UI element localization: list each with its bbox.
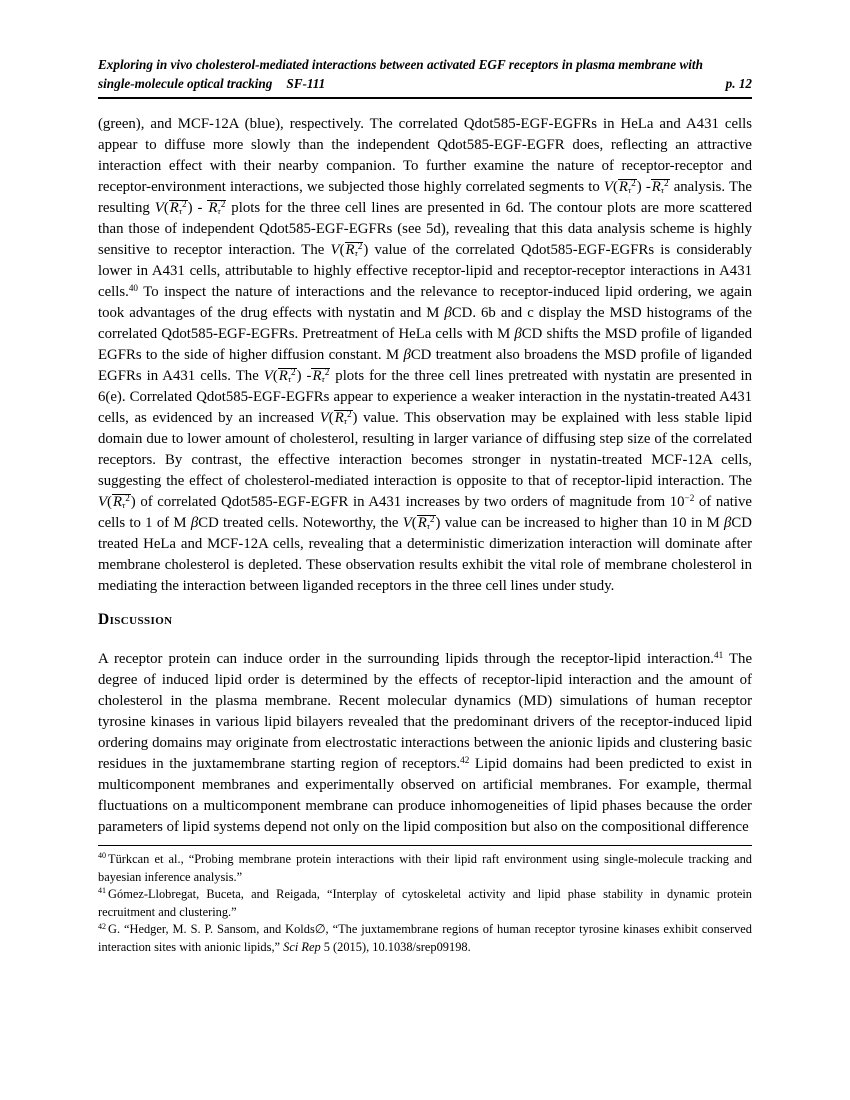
math-variance-expression: $V(R_\tau^2)$ bbox=[154, 198, 193, 217]
header-title-line-2-text: single-molecule optical tracking bbox=[98, 75, 273, 91]
paragraph-correlated-analysis: (green), and MCF-12A (blue), respectively. The correlated Qdot585-EGF-EGFRs in HeLa and A431 cells appear to diffuse more slowly than the independent Qdot585-EGF-EGFR does, reflecting an attractive interaction effect with their nearby companion. To further examine the nature of receptor-receptor and receptor-environment interactions, we subjected those highly correlated segments to $V(R_\tau^2)$ $-R_\tau^2$ analysis. The resulting $V(R_\tau^2) - R_\tau^2$ plots for the three cell lines are presented in 6d. The contour plots are more scattered than those of independent Qdot585-EGF-EGFRs (see 5d), revealing that this data analysis scheme is highly sensitive to receptor interaction. The $V(R_\tau^2)$ value of the correlated Qdot585-EGF-EGFRs is considerably lower in A431 cells, attributable to highly effective receptor-lipid and receptor-receptor interactions in A431 cells.$^{40}$ To inspect the nature of interactions and the relevance to receptor-induced lipid ordering, we again took advantages of the drug effects with nystatin and M βCD. 6b and c display the MSD histograms of the correlated Qdot585-EGF-EGFRs. Pretreatment of HeLa cells with M βCD shifts the MSD profile of liganded EGFRs to the side of higher diffusion constant. M βCD treatment also broadens the MSD profile of liganded EGFRs in A431 cells. The $V(R_\tau^2)$ $-R_\tau^2$ plots for the three cell lines pretreated with nystatin are presented in 6(e). Correlated Qdot585-EGF-EGFRs appear to experience a weaker interaction in the nystatin-treated A431 cells, as evidenced by an increased $V(R_\tau^2)$ value. This observation may be explained with less stable lipid domain due to lower amount of cholesterol, resulting in larger variance of diffusing step size of the correlated receptors. By contrast, the effective interaction becomes stronger in nystatin-treated MCF-12A cells, suggesting the effect of cholesterol-mediated interaction is opposite to that of receptor-lipid interaction. The $V(R_\tau^2)$ of correlated Qdot585-EGF-EGFR in A431 increases by two orders of magnitude from $10^{-2}$ of native cells to 1 of M βCD treated cells. Noteworthy, the $V(R_\tau^2)$ value can be increased to higher than 10 in M βCD treated HeLa and MCF-12A cells, revealing that a deterministic dimerization interaction will dominate after membrane cholesterol is depleted. These observation results exhibit the vital role of membrane cholesterol in mediating the interaction between liganded receptors in the three cell lines under study. bbox=[98, 116, 752, 594]
footnote-text: G. “Hedger, M. S. P. Sansom, and Kolds∅, “The juxtamembrane regions of human receptor tyrosine kinases exhibit conserved interaction sites with anionic lipids,” Sci Rep 5 (2015), 10.1038/srep09198. bbox=[98, 922, 752, 954]
footnotes bbox=[98, 851, 752, 957]
footnote-40 bbox=[98, 851, 752, 886]
footnote-marker: 40 bbox=[98, 851, 107, 861]
math-variance-expression: $V(R_\tau^2)$ bbox=[319, 408, 358, 427]
page-number: p. 12 bbox=[725, 75, 752, 91]
footnote-text: Gómez-Llobregat, Buceta, and Reigada, “Interplay of cytoskeletal activity and lipid phase stability in dynamic protein recruitment and clustering.” bbox=[98, 887, 752, 919]
footnote-42 bbox=[98, 921, 752, 956]
math-variance-expression: $V(R_\tau^2)$ bbox=[330, 240, 369, 259]
header-title-line-1: Exploring in vivo cholesterol-mediated interactions between activated EGF receptors in plasma membrane with bbox=[98, 57, 703, 72]
header-rule bbox=[98, 97, 752, 99]
body-text bbox=[98, 114, 752, 838]
section-heading-discussion: Discussion bbox=[98, 611, 173, 628]
header-title-line-2 bbox=[98, 75, 752, 94]
report-code: SF-111 bbox=[286, 75, 326, 91]
footnote-separator-rule bbox=[98, 845, 752, 846]
math-msd-expression: $R_\tau^2$ bbox=[208, 198, 226, 217]
running-header bbox=[98, 0, 752, 93]
math-msd-expression: $R_\tau^2$ bbox=[312, 366, 330, 385]
footnote-41 bbox=[98, 886, 752, 921]
math-variance-expression: $V(R_\tau^2)$ bbox=[98, 492, 136, 511]
math-variance-expression: $V(R_\tau^2)$ bbox=[263, 366, 302, 385]
paragraph-receptor-lipid: A receptor protein can induce order in the surrounding lipids through the receptor-lipid interaction.$^{41}$ The degree of induced lipid order is determined by the effects of receptor-lipid interaction and the amount of cholesterol in the plasma membrane. Recent molecular dynamics (MD) simulations of human receptor tyrosine kinases in various lipid bilayers revealed that the predominant drivers of the receptor-induced lipid ordering domains may originate from electrostatic interactions between the anionic lipids and clustering basic residues in the juxtamembrane starting region of receptors.$^{42}$ Lipid domains had been predicted to exist in multicomponent membranes and experimentally observed on artificial membranes. For example, thermal fluctuations on a multicomponent membrane can produce inhomogeneities of lipid phases because the order parameters of lipid systems depend not only on the lipid composition but also on the compositional difference bbox=[98, 649, 753, 835]
math-msd-expression: $R_\tau^2$ bbox=[651, 177, 669, 196]
footnote-marker: 41 bbox=[98, 886, 107, 896]
footnote-text: Türkcan et al., “Probing membrane protein interactions with their lipid raft environment using single-molecule tracking and bayesian inference analysis.” bbox=[98, 852, 752, 884]
page-content bbox=[98, 0, 752, 957]
footnote-marker: 42 bbox=[98, 921, 107, 931]
math-variance-expression: $V(R_\tau^2)$ bbox=[402, 513, 441, 532]
math-variance-expression: $V(R_\tau^2)$ bbox=[603, 177, 642, 196]
